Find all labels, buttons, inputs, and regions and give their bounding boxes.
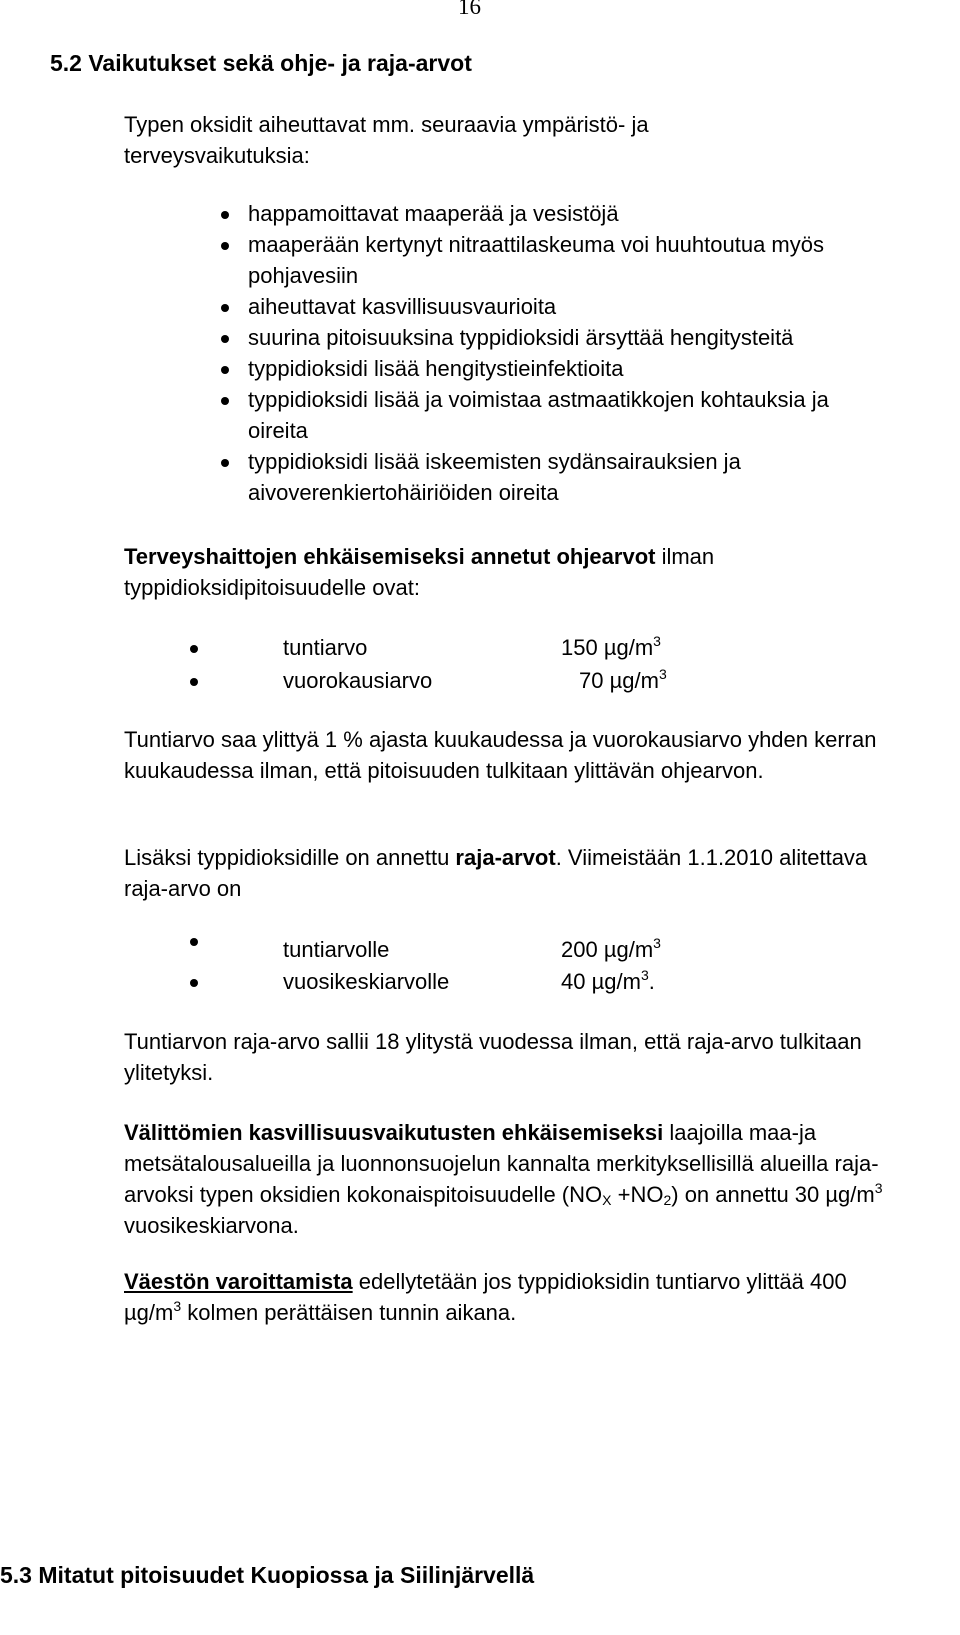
list-item: maaperään kertynyt nitraattilaskeuma voi huuhtoutua myös pohjavesiin: [0, 229, 960, 291]
guideline-value-row: vuorokausiarvo 70 $\mu g/m^3$: [0, 665, 960, 696]
bullet-icon: [190, 938, 198, 946]
limit-value-row: vuosikeskiarvolle 40 $\mu g/m^3$.: [0, 966, 960, 997]
limit-value-row: tuntiarvolle 200 $\mu g/m^3$: [0, 934, 960, 965]
bullet-icon: [221, 459, 229, 467]
guideline-paragraph: Terveyshaittojen ehkäisemiseksi annetut ohjearvot ilman typpidioksidipitoisuudelle ovat:: [124, 544, 715, 600]
section-heading: 5.2 Vaikutukset sekä ohje- ja raja-arvot: [50, 50, 472, 76]
page-number: 16: [458, 0, 481, 19]
guideline-value-row: tuntiarvo 150 $\mu g/m^3$: [0, 632, 960, 663]
list-item: typpidioksidi lisää iskeemisten sydänsairauksien ja aivoverenkiertohäiriöiden oireita: [0, 446, 960, 508]
list-item: aiheuttavat kasvillisuusvaurioita: [0, 291, 960, 322]
bullet-icon: [221, 211, 229, 219]
limit-note: Tuntiarvon raja-arvo sallii 18 ylitystä vuodessa ilman, että raja-arvo tulkitaan ylitetyksi.: [124, 1029, 862, 1085]
bullet-icon: [221, 397, 229, 405]
limit-paragraph: Lisäksi typpidioksidille on annettu raja-arvot. Viimeistään 1.1.2010 alitettava raja-arvo on: [124, 845, 868, 901]
warning-paragraph: Väestön varoittamista edellytetään jos typpidioksidin tuntiarvo ylittää 400 $\mu g/m^3$ kolmen perättäisen tunnin aikana.: [124, 1269, 847, 1325]
bullet-icon: [221, 366, 229, 374]
list-item: suurina pitoisuuksina typpidioksidi ärsyttää hengitysteitä: [0, 322, 960, 353]
effects-list: [0, 198, 960, 508]
bullet-icon: [190, 678, 198, 686]
bullet-icon: [221, 242, 229, 250]
list-item: typpidioksidi lisää hengitystieinfektioita: [0, 353, 960, 384]
intro-paragraph: Typen oksidit aiheuttavat mm. seuraavia ympäristö- ja terveysvaikutuksia:: [124, 112, 649, 168]
guideline-note: Tuntiarvo saa ylittyä 1 % ajasta kuukaudessa ja vuorokausiarvo yhden kerran kuukaudessa ilman, että pitoisuuden tulkitaan ylittävän ohjearvon.: [124, 727, 877, 783]
list-item: typpidioksidi lisää ja voimistaa astmaatikkojen kohtauksia ja oireita: [0, 384, 960, 446]
bullet-icon: [190, 645, 198, 653]
vegetation-paragraph: Välittömien kasvillisuusvaikutusten ehkäisemiseksi laajoilla maa-ja metsätalousalueilla ja luonnonsuojelun kannalta merkityksellisillä alueilla raja-arvoksi typen oksidien kokonaispitoisuudelle $(NO_X +NO_2)$ on annettu 30 $\mu g/m^3$ vuosikeskiarvona.: [124, 1120, 883, 1238]
list-item: happamoittavat maaperää ja vesistöjä: [0, 198, 960, 229]
bullet-icon: [221, 304, 229, 312]
bullet-icon: [190, 979, 198, 987]
next-section-heading: 5.3 Mitatut pitoisuudet Kuopiossa ja Siilinjärvellä: [0, 1562, 535, 1588]
bullet-icon: [221, 335, 229, 343]
